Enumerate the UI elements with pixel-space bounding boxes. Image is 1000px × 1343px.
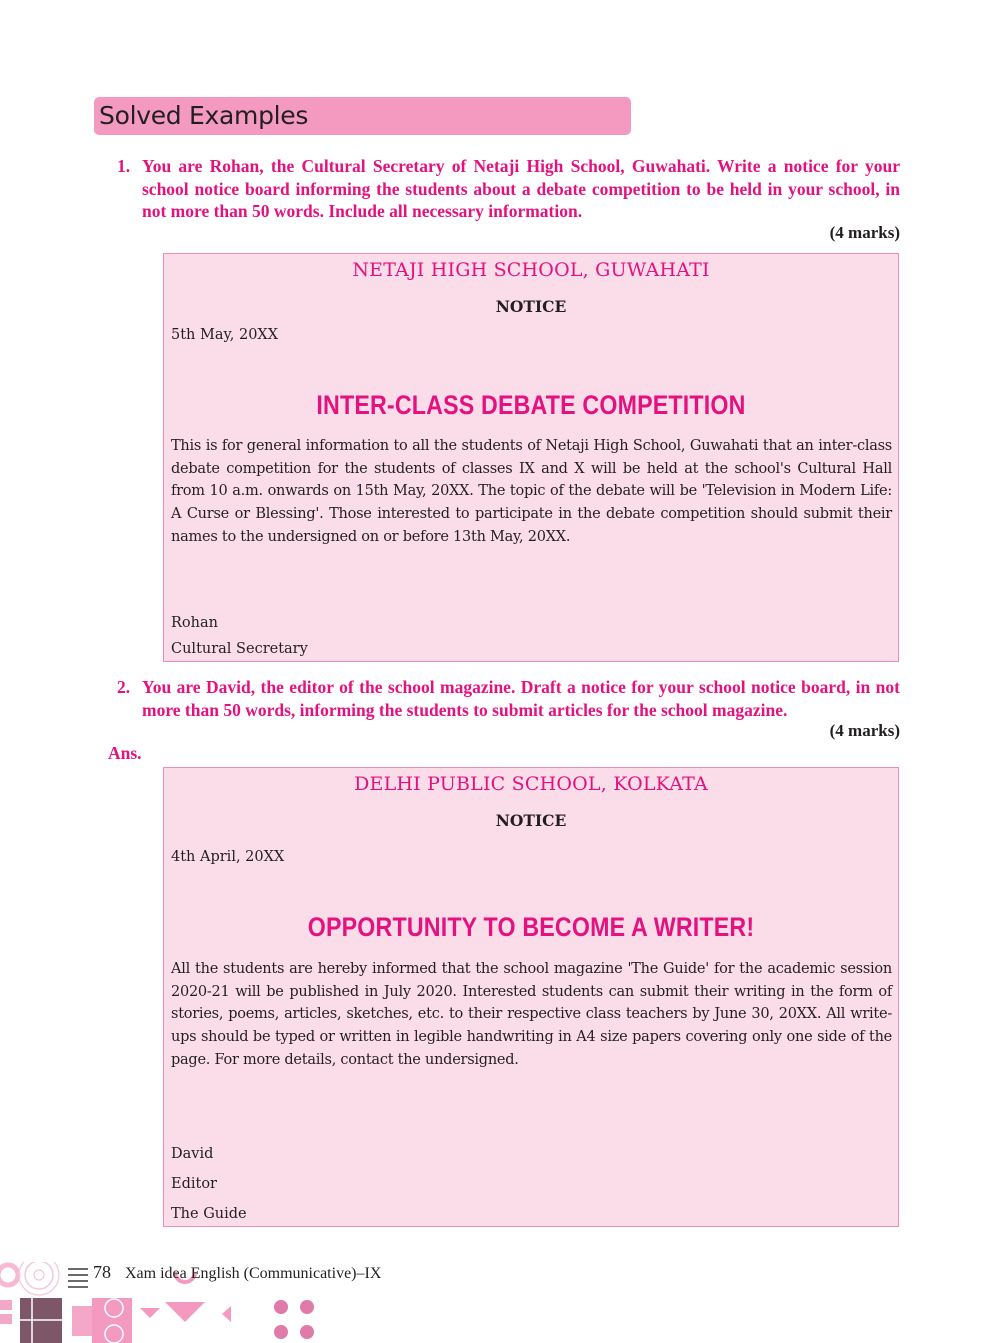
signature-publication: The Guide [171,1206,247,1222]
menu-lines-icon [68,1268,88,1288]
question-text: You are David, the editor of the school magazine. Draft a notice for your school notice board, in not more than 50 words, informing the students to submit articles for the school magazine. [142,677,900,720]
question-number: 2. [117,677,131,697]
book-title: Xam idea English (Communicative)–IX [125,1265,382,1282]
question-1 [117,155,900,223]
notice-body: All the students are hereby informed that the school magazine 'The Guide' for the academic session 2020-21 will be published in July 2020. Interested students can submit their writing in the form of stories, poems, articles, sketches, etc. to their respective class teachers by June 30, 20XX. All write-ups should be typed or written in legible handwriting in A4 size papers covering only one side of the page. For more details, contact the undersigned. [171,961,892,1068]
marks-label: (4 marks) [829,223,900,242]
notice-heading: NOTICE [495,811,567,830]
notice-title: OPPORTUNITY TO BECOME A WRITER! [307,912,755,942]
notice-title: INTER-CLASS DEBATE COMPETITION [316,390,746,420]
signature-name: Rohan [171,615,218,631]
notice-date: 4th April, 20XX [171,849,285,865]
school-name: NETAJI HIGH SCHOOL, GUWAHATI [352,259,710,281]
dots-icon [274,1300,314,1339]
marks-label: (4 marks) [829,721,900,740]
concentric-circles-icon [0,1262,59,1295]
notice-heading: NOTICE [495,297,567,316]
section-header [94,97,631,135]
notice-box-1 [163,253,899,662]
question-number: 1. [117,156,131,176]
signature-designation: Cultural Secretary [171,641,308,657]
grid-blocks-icon [0,1298,132,1343]
notice-box-2 [163,767,899,1227]
question-text: You are Rohan, the Cultural Secretary of Netaji High School, Guwahati. Write a notice for your school notice board informing the students about a debate competition to be held in your school, in not more than 50 words. Include all necessary information. [142,156,900,221]
answer-label: Ans. [108,743,142,763]
question-2 [117,676,900,721]
page-number: 78 [93,1262,111,1282]
signature-name: David [171,1146,214,1162]
notice-body: This is for general information to all the students of Netaji High School, Guwahati that an inter-class debate competition for the students of classes IX and X will be held at the school's Cultural Hall from 10 a.m. onwards on 15th May, 20XX. The topic of the debate will be 'Television in Modern Life: A Curse or Blessing'. Those interested to participate in the debate competition should submit their names to the undersigned on or before 13th May, 20XX. [171,438,892,545]
notice-date: 5th May, 20XX [171,327,279,343]
school-name: DELHI PUBLIC SCHOOL, KOLKATA [354,773,708,795]
page-footer [93,1262,381,1283]
section-title: Solved Examples [99,101,309,130]
signature-designation: Editor [171,1176,217,1192]
